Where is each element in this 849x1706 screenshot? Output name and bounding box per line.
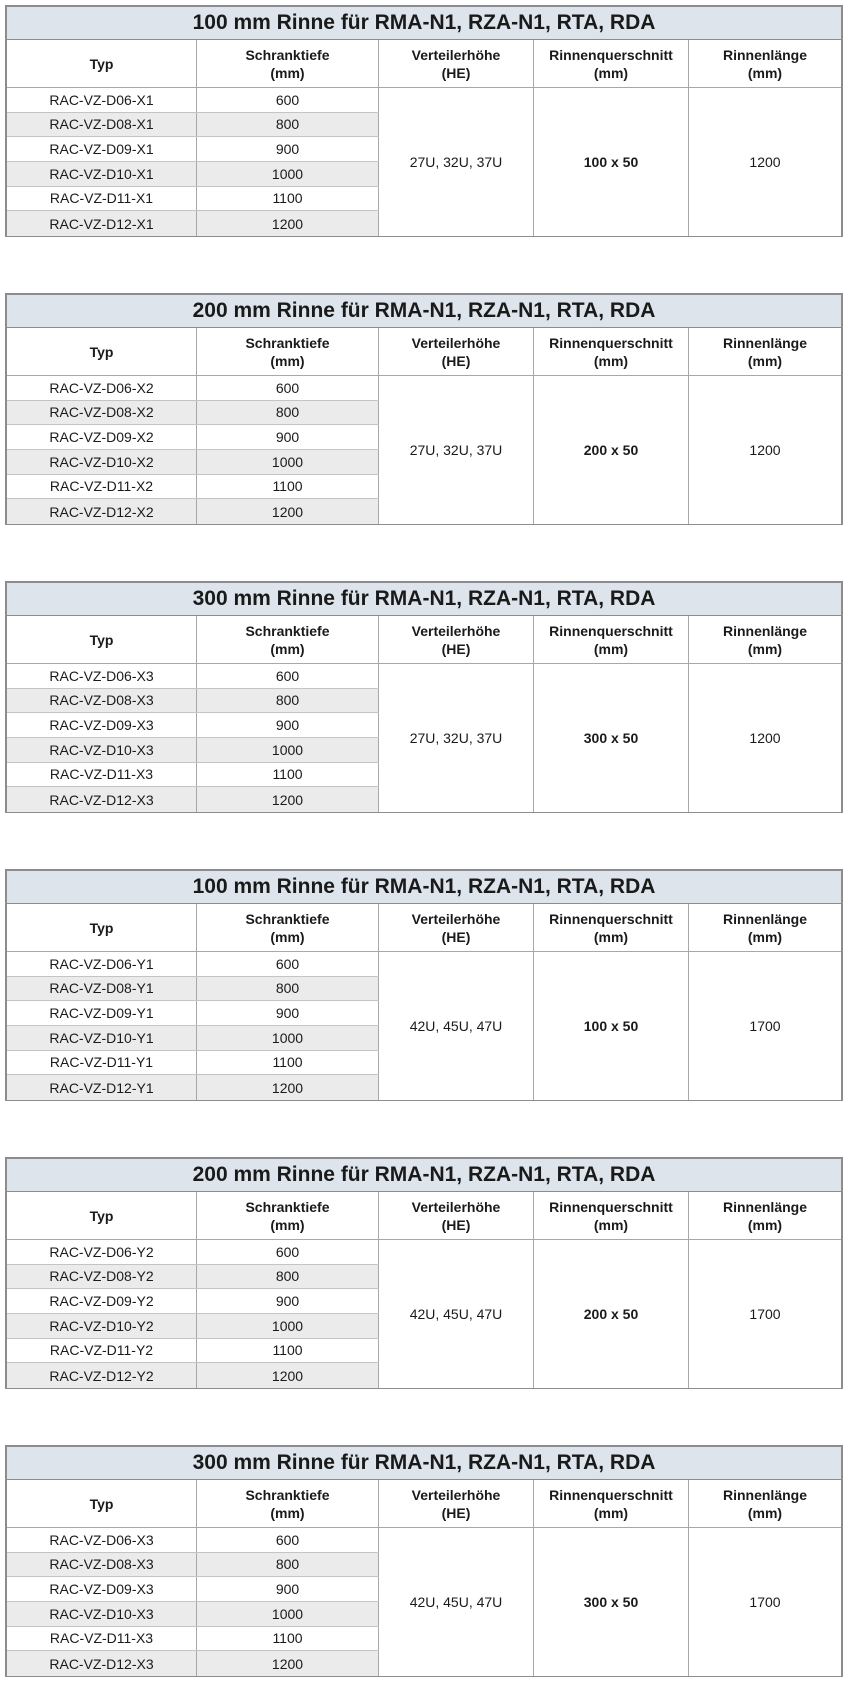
- cell-typ: RAC-VZ-D10-X3: [7, 1602, 197, 1626]
- cell-schranktiefe: 900: [197, 1289, 379, 1313]
- table-row: [7, 211, 379, 236]
- cell-schranktiefe: 600: [197, 664, 379, 688]
- header-rinnenlaenge-label: Rinnenlänge: [722, 46, 807, 63]
- header-schranktiefe-label: Schranktiefe: [245, 622, 330, 639]
- cell-schranktiefe: 1100: [197, 1627, 379, 1651]
- cell-typ: RAC-VZ-D08-X2: [7, 401, 197, 425]
- header-schranktiefe: [197, 1192, 379, 1239]
- header-unit: (mm): [270, 928, 305, 945]
- table-row: [7, 1553, 379, 1578]
- cell-verteilerhoehe: 42U, 45U, 47U: [379, 1528, 534, 1676]
- header-rinnenquerschnitt-label: Rinnenquerschnitt: [549, 334, 673, 351]
- cell-typ: RAC-VZ-D09-X3: [7, 1577, 197, 1601]
- cell-schranktiefe: 800: [197, 113, 379, 137]
- cell-typ: RAC-VZ-D09-X2: [7, 425, 197, 449]
- cell-typ: RAC-VZ-D11-Y1: [7, 1051, 197, 1075]
- cell-rinnenquerschnitt: 200 x 50: [534, 376, 689, 524]
- table-row: [7, 1528, 379, 1553]
- row-block: [7, 952, 379, 1100]
- row-block: [7, 88, 379, 236]
- cell-schranktiefe: 1000: [197, 738, 379, 762]
- table-row: [7, 1651, 379, 1676]
- cell-schranktiefe: 900: [197, 1577, 379, 1601]
- cell-schranktiefe: 1100: [197, 475, 379, 499]
- cell-schranktiefe: 600: [197, 952, 379, 976]
- header-typ-label: Typ: [89, 919, 114, 936]
- header-schranktiefe-label: Schranktiefe: [245, 334, 330, 351]
- header-rinnenlaenge: [689, 1192, 841, 1239]
- row-block: [7, 376, 379, 524]
- cell-typ: RAC-VZ-D06-Y2: [7, 1240, 197, 1264]
- cell-schranktiefe: 1100: [197, 1051, 379, 1075]
- table-row: [7, 787, 379, 812]
- cell-schranktiefe: 600: [197, 376, 379, 400]
- header-unit: (HE): [441, 352, 471, 369]
- table-header-row: [7, 40, 841, 88]
- header-unit: (mm): [747, 64, 783, 81]
- cell-typ: RAC-VZ-D08-Y2: [7, 1265, 197, 1289]
- table-row: [7, 738, 379, 763]
- header-typ: [7, 1192, 197, 1239]
- cell-schranktiefe: 1200: [197, 211, 379, 236]
- table-row: [7, 1602, 379, 1627]
- table-row: [7, 1289, 379, 1314]
- table-header-row: [7, 1192, 841, 1240]
- header-unit: (mm): [593, 352, 629, 369]
- table-title: 100 mm Rinne für RMA-N1, RZA-N1, RTA, RDA: [7, 7, 841, 40]
- table-row: [7, 1051, 379, 1076]
- table-row: [7, 450, 379, 475]
- table-row: [7, 952, 379, 977]
- cell-typ: RAC-VZ-D06-X2: [7, 376, 197, 400]
- header-unit: (HE): [441, 928, 471, 945]
- header-schranktiefe-label: Schranktiefe: [245, 1198, 330, 1215]
- spec-table: [5, 5, 843, 237]
- header-unit: (mm): [593, 1216, 629, 1233]
- cell-typ: RAC-VZ-D08-X1: [7, 113, 197, 137]
- table-row: [7, 113, 379, 138]
- cell-schranktiefe: 800: [197, 689, 379, 713]
- cell-schranktiefe: 1200: [197, 1075, 379, 1100]
- cell-rinnenquerschnitt: 100 x 50: [534, 952, 689, 1100]
- header-verteilerhoehe-label: Verteilerhöhe: [411, 334, 501, 351]
- header-rinnenquerschnitt-label: Rinnenquerschnitt: [549, 1198, 673, 1215]
- row-block: [7, 664, 379, 812]
- header-unit: (mm): [270, 1504, 305, 1521]
- table-body: [7, 88, 841, 236]
- cell-typ: RAC-VZ-D06-Y1: [7, 952, 197, 976]
- cell-rinnenlaenge: 1200: [689, 88, 841, 236]
- cell-typ: RAC-VZ-D08-X3: [7, 689, 197, 713]
- spec-table: [5, 869, 843, 1101]
- cell-rinnenlaenge: 1200: [689, 664, 841, 812]
- header-rinnenquerschnitt: [534, 904, 689, 951]
- cell-typ: RAC-VZ-D10-X3: [7, 738, 197, 762]
- header-rinnenlaenge-label: Rinnenlänge: [722, 334, 807, 351]
- cell-typ: RAC-VZ-D06-X3: [7, 664, 197, 688]
- header-unit: (mm): [270, 640, 305, 657]
- cell-schranktiefe: 1200: [197, 787, 379, 812]
- table-header-row: [7, 1480, 841, 1528]
- header-rinnenlaenge-label: Rinnenlänge: [722, 622, 807, 639]
- header-unit: (mm): [747, 352, 783, 369]
- header-verteilerhoehe-label: Verteilerhöhe: [411, 910, 501, 927]
- cell-rinnenlaenge: 1700: [689, 1528, 841, 1676]
- header-schranktiefe: [197, 40, 379, 87]
- table-row: [7, 499, 379, 524]
- header-schranktiefe-label: Schranktiefe: [245, 910, 330, 927]
- cell-rinnenlaenge: 1200: [689, 376, 841, 524]
- header-unit: (mm): [593, 928, 629, 945]
- cell-schranktiefe: 1200: [197, 1651, 379, 1676]
- cell-typ: RAC-VZ-D12-Y1: [7, 1075, 197, 1100]
- header-rinnenquerschnitt-label: Rinnenquerschnitt: [549, 1486, 673, 1503]
- table-row: [7, 475, 379, 500]
- header-unit: (HE): [441, 1216, 471, 1233]
- cell-schranktiefe: 900: [197, 137, 379, 161]
- header-rinnenlaenge-label: Rinnenlänge: [722, 910, 807, 927]
- cell-schranktiefe: 1000: [197, 1026, 379, 1050]
- header-rinnenlaenge-label: Rinnenlänge: [722, 1198, 807, 1215]
- cell-schranktiefe: 1000: [197, 1314, 379, 1338]
- spec-table: [5, 1157, 843, 1389]
- cell-verteilerhoehe: 42U, 45U, 47U: [379, 952, 534, 1100]
- table-body: [7, 1528, 841, 1676]
- header-schranktiefe: [197, 328, 379, 375]
- cell-typ: RAC-VZ-D10-Y1: [7, 1026, 197, 1050]
- cell-typ: RAC-VZ-D09-X1: [7, 137, 197, 161]
- header-rinnenquerschnitt: [534, 40, 689, 87]
- table-row: [7, 977, 379, 1002]
- table-body: [7, 952, 841, 1100]
- header-typ: [7, 616, 197, 663]
- header-verteilerhoehe: [379, 616, 534, 663]
- header-rinnenquerschnitt: [534, 1192, 689, 1239]
- table-header-row: [7, 904, 841, 952]
- table-row: [7, 1001, 379, 1026]
- cell-typ: RAC-VZ-D08-X3: [7, 1553, 197, 1577]
- table-row: [7, 1026, 379, 1051]
- cell-schranktiefe: 800: [197, 1265, 379, 1289]
- cell-verteilerhoehe: 42U, 45U, 47U: [379, 1240, 534, 1388]
- cell-typ: RAC-VZ-D10-Y2: [7, 1314, 197, 1338]
- table-row: [7, 689, 379, 714]
- header-verteilerhoehe: [379, 40, 534, 87]
- header-verteilerhoehe: [379, 328, 534, 375]
- table-row: [7, 1075, 379, 1100]
- table-row: [7, 376, 379, 401]
- cell-schranktiefe: 800: [197, 977, 379, 1001]
- cell-typ: RAC-VZ-D06-X1: [7, 88, 197, 112]
- row-block: [7, 1528, 379, 1676]
- table-body: [7, 1240, 841, 1388]
- cell-rinnenquerschnitt: 300 x 50: [534, 1528, 689, 1676]
- header-rinnenquerschnitt-label: Rinnenquerschnitt: [549, 46, 673, 63]
- cell-typ: RAC-VZ-D12-X2: [7, 499, 197, 524]
- header-schranktiefe-label: Schranktiefe: [245, 1486, 330, 1503]
- cell-schranktiefe: 1100: [197, 187, 379, 211]
- header-verteilerhoehe: [379, 1480, 534, 1527]
- header-verteilerhoehe-label: Verteilerhöhe: [411, 1198, 501, 1215]
- header-verteilerhoehe-label: Verteilerhöhe: [411, 46, 501, 63]
- cell-schranktiefe: 900: [197, 425, 379, 449]
- table-body: [7, 664, 841, 812]
- header-verteilerhoehe-label: Verteilerhöhe: [411, 1486, 501, 1503]
- cell-typ: RAC-VZ-D09-Y1: [7, 1001, 197, 1025]
- spec-table: [5, 293, 843, 525]
- cell-rinnenquerschnitt: 100 x 50: [534, 88, 689, 236]
- cell-typ: RAC-VZ-D11-Y2: [7, 1339, 197, 1363]
- header-typ-label: Typ: [89, 631, 114, 648]
- header-unit: (HE): [441, 1504, 471, 1521]
- cell-rinnenlaenge: 1700: [689, 1240, 841, 1388]
- cell-schranktiefe: 800: [197, 401, 379, 425]
- header-schranktiefe: [197, 904, 379, 951]
- table-header-row: [7, 328, 841, 376]
- cell-typ: RAC-VZ-D12-X3: [7, 787, 197, 812]
- table-body: [7, 376, 841, 524]
- table-row: [7, 1265, 379, 1290]
- cell-verteilerhoehe: 27U, 32U, 37U: [379, 664, 534, 812]
- cell-typ: RAC-VZ-D11-X3: [7, 763, 197, 787]
- header-rinnenquerschnitt: [534, 328, 689, 375]
- header-typ-label: Typ: [89, 1495, 114, 1512]
- header-typ: [7, 328, 197, 375]
- header-unit: (mm): [270, 352, 305, 369]
- cell-typ: RAC-VZ-D10-X1: [7, 162, 197, 186]
- cell-schranktiefe: 1100: [197, 1339, 379, 1363]
- table-row: [7, 713, 379, 738]
- table-title: 200 mm Rinne für RMA-N1, RZA-N1, RTA, RDA: [7, 1159, 841, 1192]
- cell-typ: RAC-VZ-D11-X2: [7, 475, 197, 499]
- cell-typ: RAC-VZ-D09-X3: [7, 713, 197, 737]
- header-verteilerhoehe: [379, 1192, 534, 1239]
- header-typ-label: Typ: [89, 343, 114, 360]
- header-unit: (mm): [747, 1504, 783, 1521]
- header-rinnenlaenge-label: Rinnenlänge: [722, 1486, 807, 1503]
- table-row: [7, 401, 379, 426]
- header-unit: (mm): [593, 1504, 629, 1521]
- cell-schranktiefe: 1200: [197, 499, 379, 524]
- table-row: [7, 763, 379, 788]
- header-typ-label: Typ: [89, 55, 114, 72]
- cell-schranktiefe: 900: [197, 713, 379, 737]
- cell-schranktiefe: 1200: [197, 1363, 379, 1388]
- cell-verteilerhoehe: 27U, 32U, 37U: [379, 88, 534, 236]
- header-rinnenlaenge: [689, 616, 841, 663]
- header-rinnenquerschnitt-label: Rinnenquerschnitt: [549, 622, 673, 639]
- header-rinnenlaenge: [689, 1480, 841, 1527]
- header-schranktiefe: [197, 616, 379, 663]
- header-schranktiefe-label: Schranktiefe: [245, 46, 330, 63]
- table-title: 300 mm Rinne für RMA-N1, RZA-N1, RTA, RDA: [7, 583, 841, 616]
- table-row: [7, 187, 379, 212]
- cell-rinnenlaenge: 1700: [689, 952, 841, 1100]
- cell-schranktiefe: 800: [197, 1553, 379, 1577]
- table-header-row: [7, 616, 841, 664]
- header-typ: [7, 40, 197, 87]
- cell-typ: RAC-VZ-D12-X1: [7, 211, 197, 236]
- header-unit: (mm): [593, 64, 629, 81]
- cell-schranktiefe: 1000: [197, 162, 379, 186]
- header-rinnenlaenge: [689, 904, 841, 951]
- table-row: [7, 1314, 379, 1339]
- cell-typ: RAC-VZ-D10-X2: [7, 450, 197, 474]
- cell-schranktiefe: 600: [197, 88, 379, 112]
- cell-verteilerhoehe: 27U, 32U, 37U: [379, 376, 534, 524]
- header-verteilerhoehe: [379, 904, 534, 951]
- header-schranktiefe: [197, 1480, 379, 1527]
- header-rinnenquerschnitt: [534, 1480, 689, 1527]
- header-unit: (mm): [270, 64, 305, 81]
- cell-schranktiefe: 1100: [197, 763, 379, 787]
- header-typ: [7, 904, 197, 951]
- cell-typ: RAC-VZ-D12-Y2: [7, 1363, 197, 1388]
- cell-schranktiefe: 1000: [197, 450, 379, 474]
- header-unit: (HE): [441, 640, 471, 657]
- table-row: [7, 1627, 379, 1652]
- table-row: [7, 1240, 379, 1265]
- table-title: 100 mm Rinne für RMA-N1, RZA-N1, RTA, RDA: [7, 871, 841, 904]
- table-row: [7, 137, 379, 162]
- table-title: 300 mm Rinne für RMA-N1, RZA-N1, RTA, RDA: [7, 1447, 841, 1480]
- header-typ: [7, 1480, 197, 1527]
- cell-typ: RAC-VZ-D11-X3: [7, 1627, 197, 1651]
- cell-schranktiefe: 600: [197, 1528, 379, 1552]
- header-rinnenlaenge: [689, 40, 841, 87]
- table-title: 200 mm Rinne für RMA-N1, RZA-N1, RTA, RDA: [7, 295, 841, 328]
- table-row: [7, 1363, 379, 1388]
- header-unit: (mm): [747, 928, 783, 945]
- row-block: [7, 1240, 379, 1388]
- header-verteilerhoehe-label: Verteilerhöhe: [411, 622, 501, 639]
- cell-typ: RAC-VZ-D08-Y1: [7, 977, 197, 1001]
- cell-schranktiefe: 1000: [197, 1602, 379, 1626]
- cell-typ: RAC-VZ-D11-X1: [7, 187, 197, 211]
- header-rinnenquerschnitt: [534, 616, 689, 663]
- cell-typ: RAC-VZ-D09-Y2: [7, 1289, 197, 1313]
- cell-schranktiefe: 900: [197, 1001, 379, 1025]
- header-unit: (HE): [441, 64, 471, 81]
- table-row: [7, 88, 379, 113]
- table-row: [7, 425, 379, 450]
- header-rinnenlaenge: [689, 328, 841, 375]
- cell-rinnenquerschnitt: 300 x 50: [534, 664, 689, 812]
- header-unit: (mm): [747, 1216, 783, 1233]
- cell-typ: RAC-VZ-D06-X3: [7, 1528, 197, 1552]
- header-typ-label: Typ: [89, 1207, 114, 1224]
- header-unit: (mm): [593, 640, 629, 657]
- table-row: [7, 162, 379, 187]
- cell-rinnenquerschnitt: 200 x 50: [534, 1240, 689, 1388]
- table-row: [7, 1577, 379, 1602]
- header-rinnenquerschnitt-label: Rinnenquerschnitt: [549, 910, 673, 927]
- spec-table: [5, 581, 843, 813]
- cell-typ: RAC-VZ-D12-X3: [7, 1651, 197, 1676]
- header-unit: (mm): [747, 640, 783, 657]
- cell-schranktiefe: 600: [197, 1240, 379, 1264]
- table-row: [7, 664, 379, 689]
- header-unit: (mm): [270, 1216, 305, 1233]
- table-row: [7, 1339, 379, 1364]
- spec-table: [5, 1445, 843, 1677]
